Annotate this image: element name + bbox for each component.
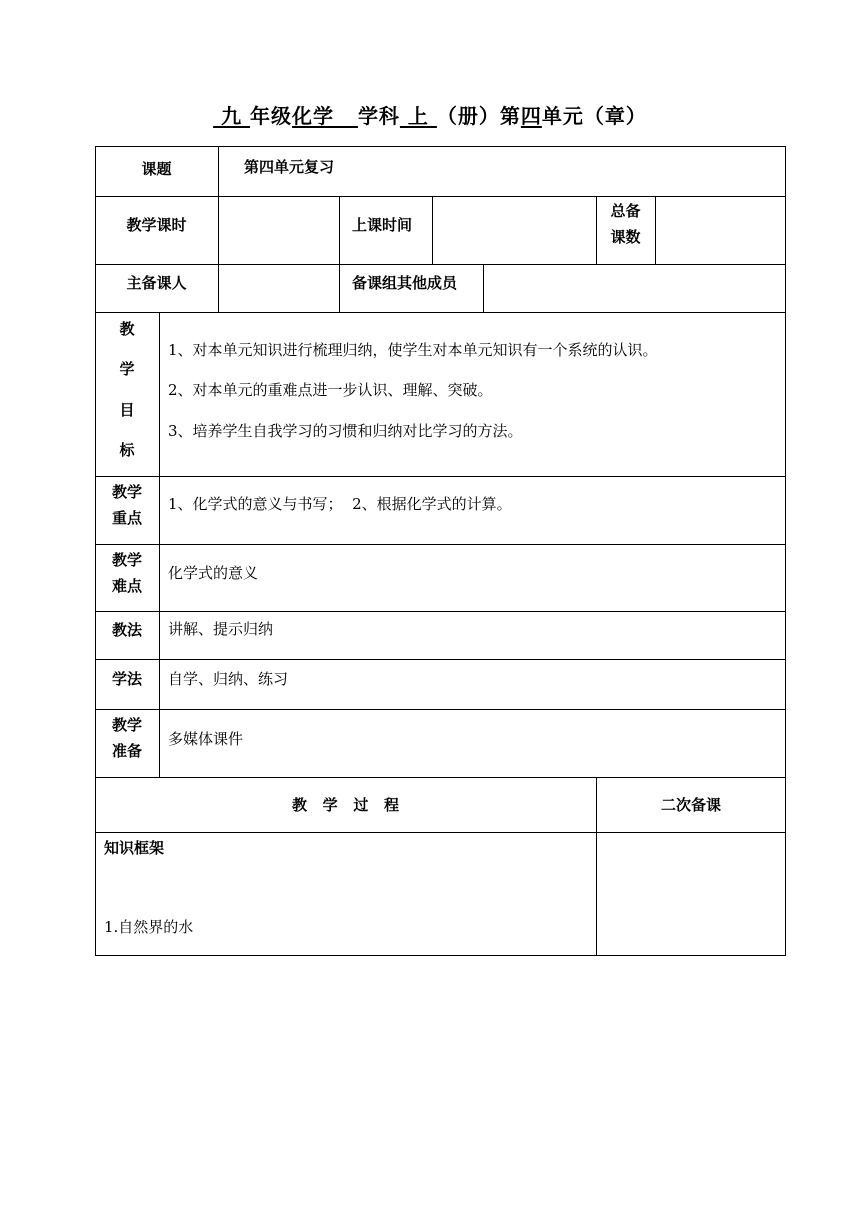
key-points-value: 1、化学式的意义与书写； 2、根据化学式的计算。 bbox=[168, 495, 512, 513]
total-lessons-label-line2: 课数 bbox=[610, 228, 641, 246]
col-divider bbox=[655, 196, 656, 264]
topic-value: 第四单元复习 bbox=[244, 158, 335, 176]
document-title bbox=[0, 100, 860, 129]
goal-item: 2、对本单元的重难点进一步认识、理解、突破。 bbox=[168, 381, 493, 399]
col-divider bbox=[483, 264, 484, 312]
row-divider bbox=[95, 544, 786, 545]
difficulties-label-line1: 教学 bbox=[111, 551, 142, 569]
row-divider bbox=[95, 832, 786, 833]
goals-label-char: 目 bbox=[119, 401, 135, 419]
members-label: 备课组其他成员 bbox=[352, 274, 458, 292]
total-lessons-label-line1: 总备 bbox=[610, 202, 641, 220]
row-divider bbox=[95, 659, 786, 660]
time-label: 上课时间 bbox=[352, 216, 413, 234]
lesson-plan-table bbox=[95, 146, 786, 956]
row-divider bbox=[95, 709, 786, 710]
unit-number: 四 bbox=[520, 104, 542, 128]
framework-item: 1.自然界的水 bbox=[104, 918, 194, 936]
goals-label-char: 学 bbox=[119, 360, 135, 378]
volume-value: 上 bbox=[399, 104, 437, 128]
row-divider bbox=[95, 611, 786, 612]
prep-label-line1: 教学 bbox=[111, 716, 142, 734]
row-divider bbox=[95, 196, 786, 197]
grade-suffix: 年级 bbox=[250, 104, 293, 128]
col-divider bbox=[218, 146, 219, 312]
lead-teacher-label: 主备课人 bbox=[126, 274, 187, 292]
row-divider bbox=[95, 264, 786, 265]
goal-item: 3、培养学生自我学习的习惯和归纳对比学习的方法。 bbox=[168, 422, 523, 440]
topic-label: 课题 bbox=[141, 160, 172, 178]
hours-label: 教学课时 bbox=[126, 216, 187, 234]
subject-suffix: 学科 bbox=[357, 104, 400, 128]
grade-value: 九 bbox=[213, 104, 251, 128]
row-divider bbox=[95, 777, 786, 778]
goals-label-char: 标 bbox=[119, 441, 135, 459]
prep-label-line2: 准备 bbox=[111, 742, 142, 760]
difficulties-label-line2: 难点 bbox=[111, 577, 142, 595]
row-divider bbox=[95, 312, 786, 313]
goal-item: 1、对本单元知识进行梳理归纳，使学生对本单元知识有一个系统的认识。 bbox=[168, 341, 658, 359]
prep-value: 多媒体课件 bbox=[168, 730, 244, 748]
subject-value: 化学 bbox=[292, 104, 358, 128]
col-divider bbox=[159, 312, 160, 777]
col-divider bbox=[432, 196, 433, 264]
framework-label: 知识框架 bbox=[104, 839, 165, 857]
study-method-value: 自学、归纳、练习 bbox=[168, 670, 289, 688]
volume-suffix: （册）第 bbox=[436, 104, 521, 128]
key-points-label-line2: 重点 bbox=[111, 509, 142, 527]
teaching-method-value: 讲解、提示归纳 bbox=[168, 620, 274, 638]
process-heading: 教 学 过 程 bbox=[292, 796, 399, 814]
unit-suffix: 单元（章） bbox=[541, 104, 647, 128]
goals-label-char: 教 bbox=[119, 320, 135, 338]
study-method-label: 学法 bbox=[111, 670, 142, 688]
difficulties-value: 化学式的意义 bbox=[168, 564, 259, 582]
key-points-label-line1: 教学 bbox=[111, 483, 142, 501]
row-divider bbox=[95, 476, 786, 477]
teaching-method-label: 教法 bbox=[111, 621, 142, 639]
col-divider bbox=[339, 196, 340, 312]
second-prep-heading: 二次备课 bbox=[660, 796, 721, 814]
